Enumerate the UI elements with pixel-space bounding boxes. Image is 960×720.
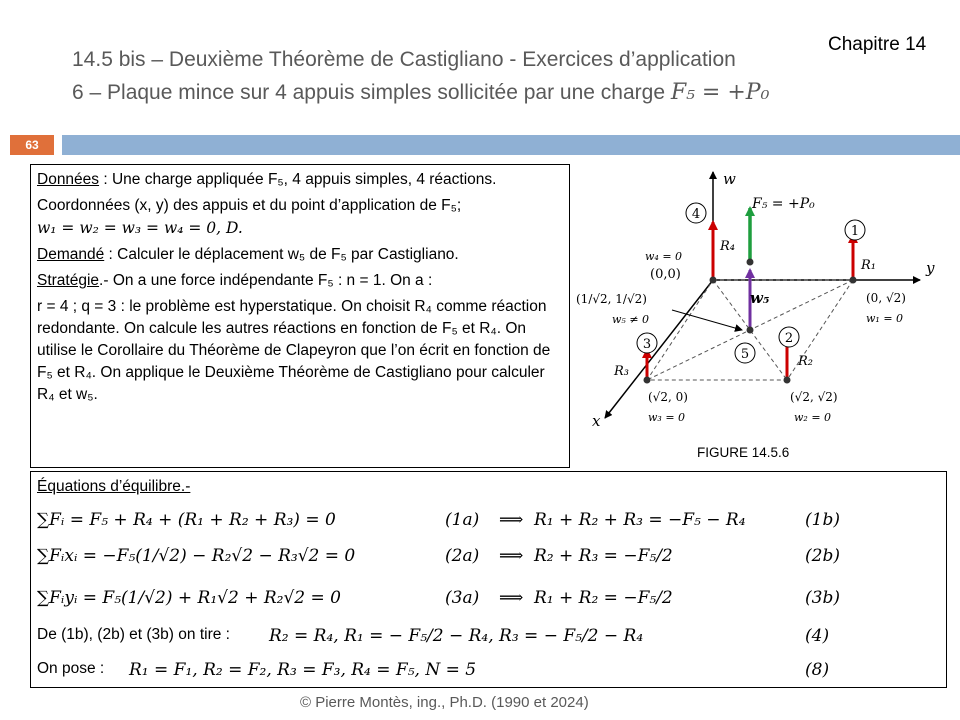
w2-value: w₂ = 0 — [794, 411, 832, 424]
node-4-number: 4 — [691, 207, 701, 222]
strategie-text: .- On a une force indépendante F₅ : n = 1. On a : — [99, 272, 433, 289]
coord-node5: (1/√2, 1/√2) — [576, 292, 647, 306]
w5-value: w₅ ≠ 0 — [612, 313, 650, 326]
node-1-point — [850, 277, 857, 284]
strategie-label: Stratégie — [37, 272, 100, 289]
r2-label: R₂ — [798, 354, 813, 369]
data-box — [30, 164, 570, 468]
w1-value: w₁ = 0 — [866, 312, 904, 325]
node-2-number: 2 — [784, 331, 794, 346]
load-point — [747, 259, 754, 266]
y-axis-label: y — [926, 259, 935, 277]
slide-number-badge: 63 — [10, 135, 54, 155]
eq2-right: R₂ + R₃ = −F₅/2 — [534, 546, 673, 566]
w5-label: w₅ — [750, 289, 770, 307]
slide-title-line1: 14.5 bis – Deuxième Théorème de Castigliano - Exercices d’application — [72, 48, 736, 71]
conclusion-prefix: De (1b), (2b) et (3b) on tire : — [37, 626, 230, 643]
eq3-right: R₁ + R₂ = −F₅/2 — [534, 588, 673, 608]
coord-node1: (0, √2) — [866, 291, 906, 305]
w4-value: w₄ = 0 — [645, 250, 683, 263]
equation-row-2 — [37, 546, 937, 576]
eq1-arrow: ⟹ — [499, 510, 524, 530]
coord-math: w₁ = w₂ = w₃ = w₄ = 0, D. — [37, 219, 243, 237]
strategie-body: r = 4 ; q = 3 : le problème est hyperstatique. On choisit R₄ comme réaction redondante. On calcule les autres réactions en fonction de F₅ et R₄. On utilise le Corollaire du Théorème de Clapeyron que l’on écrit en fonction de F₅ et R₄. On applique le Deuxième Théorème de Castigliano pour calculer R₄ et w₅. — [37, 298, 551, 403]
coord-node4: (0,0) — [650, 267, 681, 282]
coord-node3: (√2, 0) — [648, 390, 688, 404]
r4-label: R₄ — [720, 239, 735, 254]
w3-value: w₃ = 0 — [648, 411, 686, 424]
eq3-tag-a: (3a) — [445, 588, 480, 608]
conclusion-tag: (4) — [805, 626, 830, 646]
eq2-left: ∑Fᵢxᵢ = −F₅(1/√2) − R₂√2 − R₃√2 = 0 — [37, 546, 356, 566]
pose-math: R₁ = F₁, R₂ = F₂, R₃ = F₃, R₄ = F₅, N = 5 — [129, 660, 477, 680]
pose-tag: (8) — [805, 660, 830, 680]
donnees-line — [37, 169, 563, 191]
title-line2-text: 6 – Plaque mince sur 4 appuis simples sollicitée par une charge — [72, 81, 665, 104]
node-2-point — [784, 377, 791, 384]
node-3-point — [644, 377, 651, 384]
r3-label: R₃ — [614, 364, 629, 379]
title-line2-math: F₅ = +P₀ — [670, 80, 770, 105]
plate-figure — [570, 160, 960, 470]
conclusion-row — [37, 626, 937, 656]
pose-prefix: On pose : — [37, 660, 105, 677]
eq2-tag-a: (2a) — [445, 546, 480, 566]
equation-row-1 — [37, 510, 937, 540]
equation-row-3 — [37, 588, 937, 618]
node-1-number: 1 — [850, 224, 860, 239]
header-bar — [62, 135, 960, 155]
coord-text: Coordonnées (x, y) des appuis et du point d’application de F₅; — [37, 197, 462, 214]
chapter-label: Chapitre 14 — [828, 34, 927, 55]
equilibrium-heading: Équations d’équilibre.- — [37, 478, 191, 495]
demande-line — [37, 244, 563, 266]
w-axis-label: w — [723, 170, 736, 188]
eq1-tag-b: (1b) — [805, 510, 840, 530]
demande-label: Demandé — [37, 246, 105, 263]
eq2-tag-b: (2b) — [805, 546, 840, 566]
equilibrium-box — [30, 471, 947, 688]
coord-line — [37, 195, 563, 240]
node-3-number: 3 — [642, 337, 652, 352]
x-axis-label: x — [592, 412, 601, 430]
figure-caption: FIGURE 14.5.6 — [697, 445, 790, 460]
node-4-point — [710, 277, 717, 284]
eq3-tag-b: (3b) — [805, 588, 840, 608]
demande-text: : Calculer le déplacement w₅ de F₅ par Castigliano. — [104, 246, 459, 263]
eq1-right: R₁ + R₂ + R₃ = −F₅ − R₄ — [534, 510, 746, 530]
eq1-left: ∑Fᵢ = F₅ + R₄ + (R₁ + R₂ + R₃) = 0 — [37, 510, 336, 530]
donnees-label: Données — [37, 171, 100, 188]
copyright-footer: © Pierre Montès, ing., Ph.D. (1990 et 2024) — [300, 694, 589, 711]
load-label: F₅ = +P₀ — [752, 196, 815, 212]
eq2-arrow: ⟹ — [499, 546, 524, 566]
eq3-arrow: ⟹ — [499, 588, 524, 608]
strategie-line — [37, 270, 563, 292]
coord-node2: (√2, √2) — [790, 390, 838, 404]
slide-title-line2 — [72, 80, 769, 105]
pose-row — [37, 660, 937, 690]
eq1-tag-a: (1a) — [445, 510, 480, 530]
eq3-left: ∑Fᵢyᵢ = F₅(1/√2) + R₁√2 + R₂√2 = 0 — [37, 588, 341, 608]
node-5-point — [747, 327, 754, 334]
r1-label: R₁ — [861, 258, 876, 273]
donnees-text: : Une charge appliquée F₅, 4 appuis simples, 4 réactions. — [99, 171, 497, 188]
node-5-number: 5 — [740, 347, 750, 362]
conclusion-math: R₂ = R₄, R₁ = − F₅/2 − R₄, R₃ = − F₅/2 − R₄ — [269, 626, 644, 646]
